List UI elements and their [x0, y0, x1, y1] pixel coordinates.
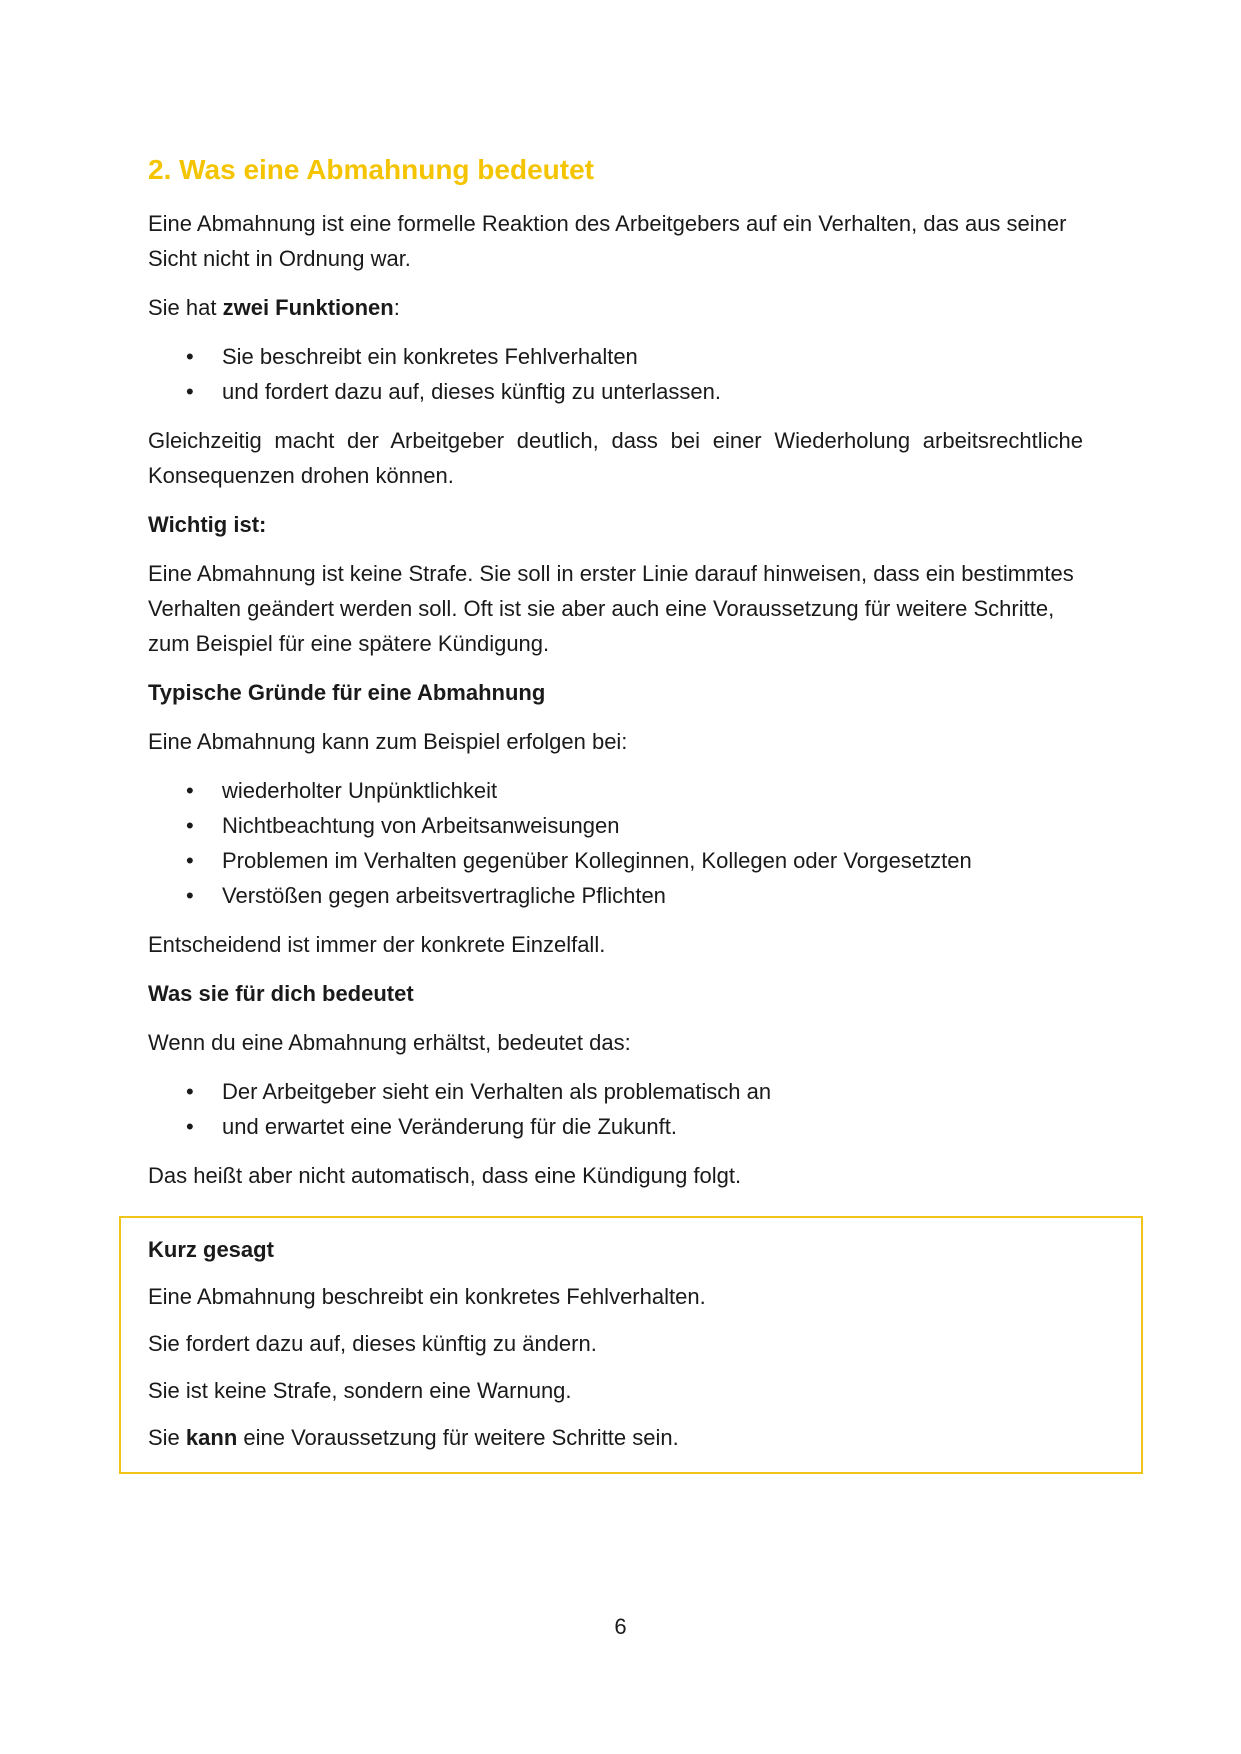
- functions-list: [148, 339, 1083, 409]
- page-number: 6: [614, 1614, 627, 1639]
- list-item: [148, 1109, 1083, 1144]
- bullet-icon: •: [186, 379, 194, 404]
- important-label: Wichtig ist:: [148, 512, 267, 537]
- list-item-text: Verstößen gegen arbeitsvertragliche Pflichten: [222, 883, 666, 908]
- list-item-text: und fordert dazu auf, dieses künftig zu unterlassen.: [222, 379, 721, 404]
- summary-line: Sie ist keine Strafe, sondern eine Warnung.: [148, 1378, 572, 1403]
- consequences-paragraph: Gleichzeitig macht der Arbeitgeber deutlich, dass bei einer Wiederholung arbeitsrechtliche Konsequenzen drohen können.: [148, 428, 1083, 488]
- functions-text-pre: Sie hat: [148, 295, 223, 320]
- bullet-icon: •: [186, 1079, 194, 1104]
- list-item: [148, 374, 1083, 409]
- functions-paragraph: [148, 290, 1083, 325]
- summary-title: Kurz gesagt: [148, 1237, 274, 1262]
- summary-line: Sie fordert dazu auf, dieses künftig zu ändern.: [148, 1331, 597, 1356]
- summary-line: Eine Abmahnung beschreibt ein konkretes Fehlverhalten.: [148, 1284, 706, 1309]
- list-item: [148, 808, 1083, 843]
- list-item: [148, 843, 1083, 878]
- list-item: [148, 773, 1083, 808]
- decisive-paragraph: Entscheidend ist immer der konkrete Einzelfall.: [148, 932, 606, 957]
- summary-box: [119, 1216, 1143, 1474]
- functions-bold: zwei Funktionen: [222, 295, 394, 320]
- meaning-intro: Wenn du eine Abmahnung erhältst, bedeutet das:: [148, 1030, 631, 1055]
- functions-text-post: :: [393, 295, 400, 320]
- list-item-text: Sie beschreibt ein konkretes Fehlverhalten: [222, 344, 638, 369]
- intro-paragraph: Eine Abmahnung ist eine formelle Reaktion des Arbeitgebers auf ein Verhalten, das aus seiner Sicht nicht in Ordnung war.: [148, 211, 1067, 271]
- summary-line-pre: Sie: [148, 1425, 186, 1450]
- reasons-heading: Typische Gründe für eine Abmahnung: [148, 680, 546, 705]
- bullet-icon: •: [186, 778, 194, 803]
- summary-line-bold: kann: [185, 1425, 238, 1450]
- list-item-text: und erwartet eine Veränderung für die Zukunft.: [222, 1114, 677, 1139]
- list-item-text: Problemen im Verhalten gegenüber Kolleginnen, Kollegen oder Vorgesetzten: [222, 848, 972, 873]
- meaning-list: [148, 1074, 1083, 1144]
- conclusion-paragraph: Das heißt aber nicht automatisch, dass eine Kündigung folgt.: [148, 1163, 742, 1188]
- section-heading: 2. Was eine Abmahnung bedeutet: [148, 154, 594, 185]
- main-content: [148, 150, 1083, 1207]
- summary-line: [148, 1420, 1098, 1455]
- list-item: [148, 339, 1083, 374]
- list-item-text: wiederholter Unpünktlichkeit: [222, 778, 498, 803]
- reasons-list: [148, 773, 1083, 913]
- bullet-icon: •: [186, 1114, 194, 1139]
- bullet-icon: •: [186, 883, 194, 908]
- bullet-icon: •: [186, 848, 194, 873]
- list-item: [148, 878, 1083, 913]
- list-item: [148, 1074, 1083, 1109]
- summary-box-content: [148, 1232, 1098, 1467]
- list-item-text: Nichtbeachtung von Arbeitsanweisungen: [222, 813, 620, 838]
- important-paragraph: Eine Abmahnung ist keine Strafe. Sie soll in erster Linie darauf hinweisen, dass ein bestimmtes Verhalten geändert werden soll. Oft ist sie aber auch eine Voraussetzung für weitere Schritte, zum Beispiel für eine spätere Kündigung.: [148, 561, 1074, 656]
- bullet-icon: •: [186, 344, 194, 369]
- bullet-icon: •: [186, 813, 194, 838]
- summary-line-post: eine Voraussetzung für weitere Schritte sein.: [237, 1425, 679, 1450]
- meaning-heading: Was sie für dich bedeutet: [148, 981, 414, 1006]
- reasons-intro: Eine Abmahnung kann zum Beispiel erfolgen bei:: [148, 729, 628, 754]
- list-item-text: Der Arbeitgeber sieht ein Verhalten als problematisch an: [222, 1079, 772, 1104]
